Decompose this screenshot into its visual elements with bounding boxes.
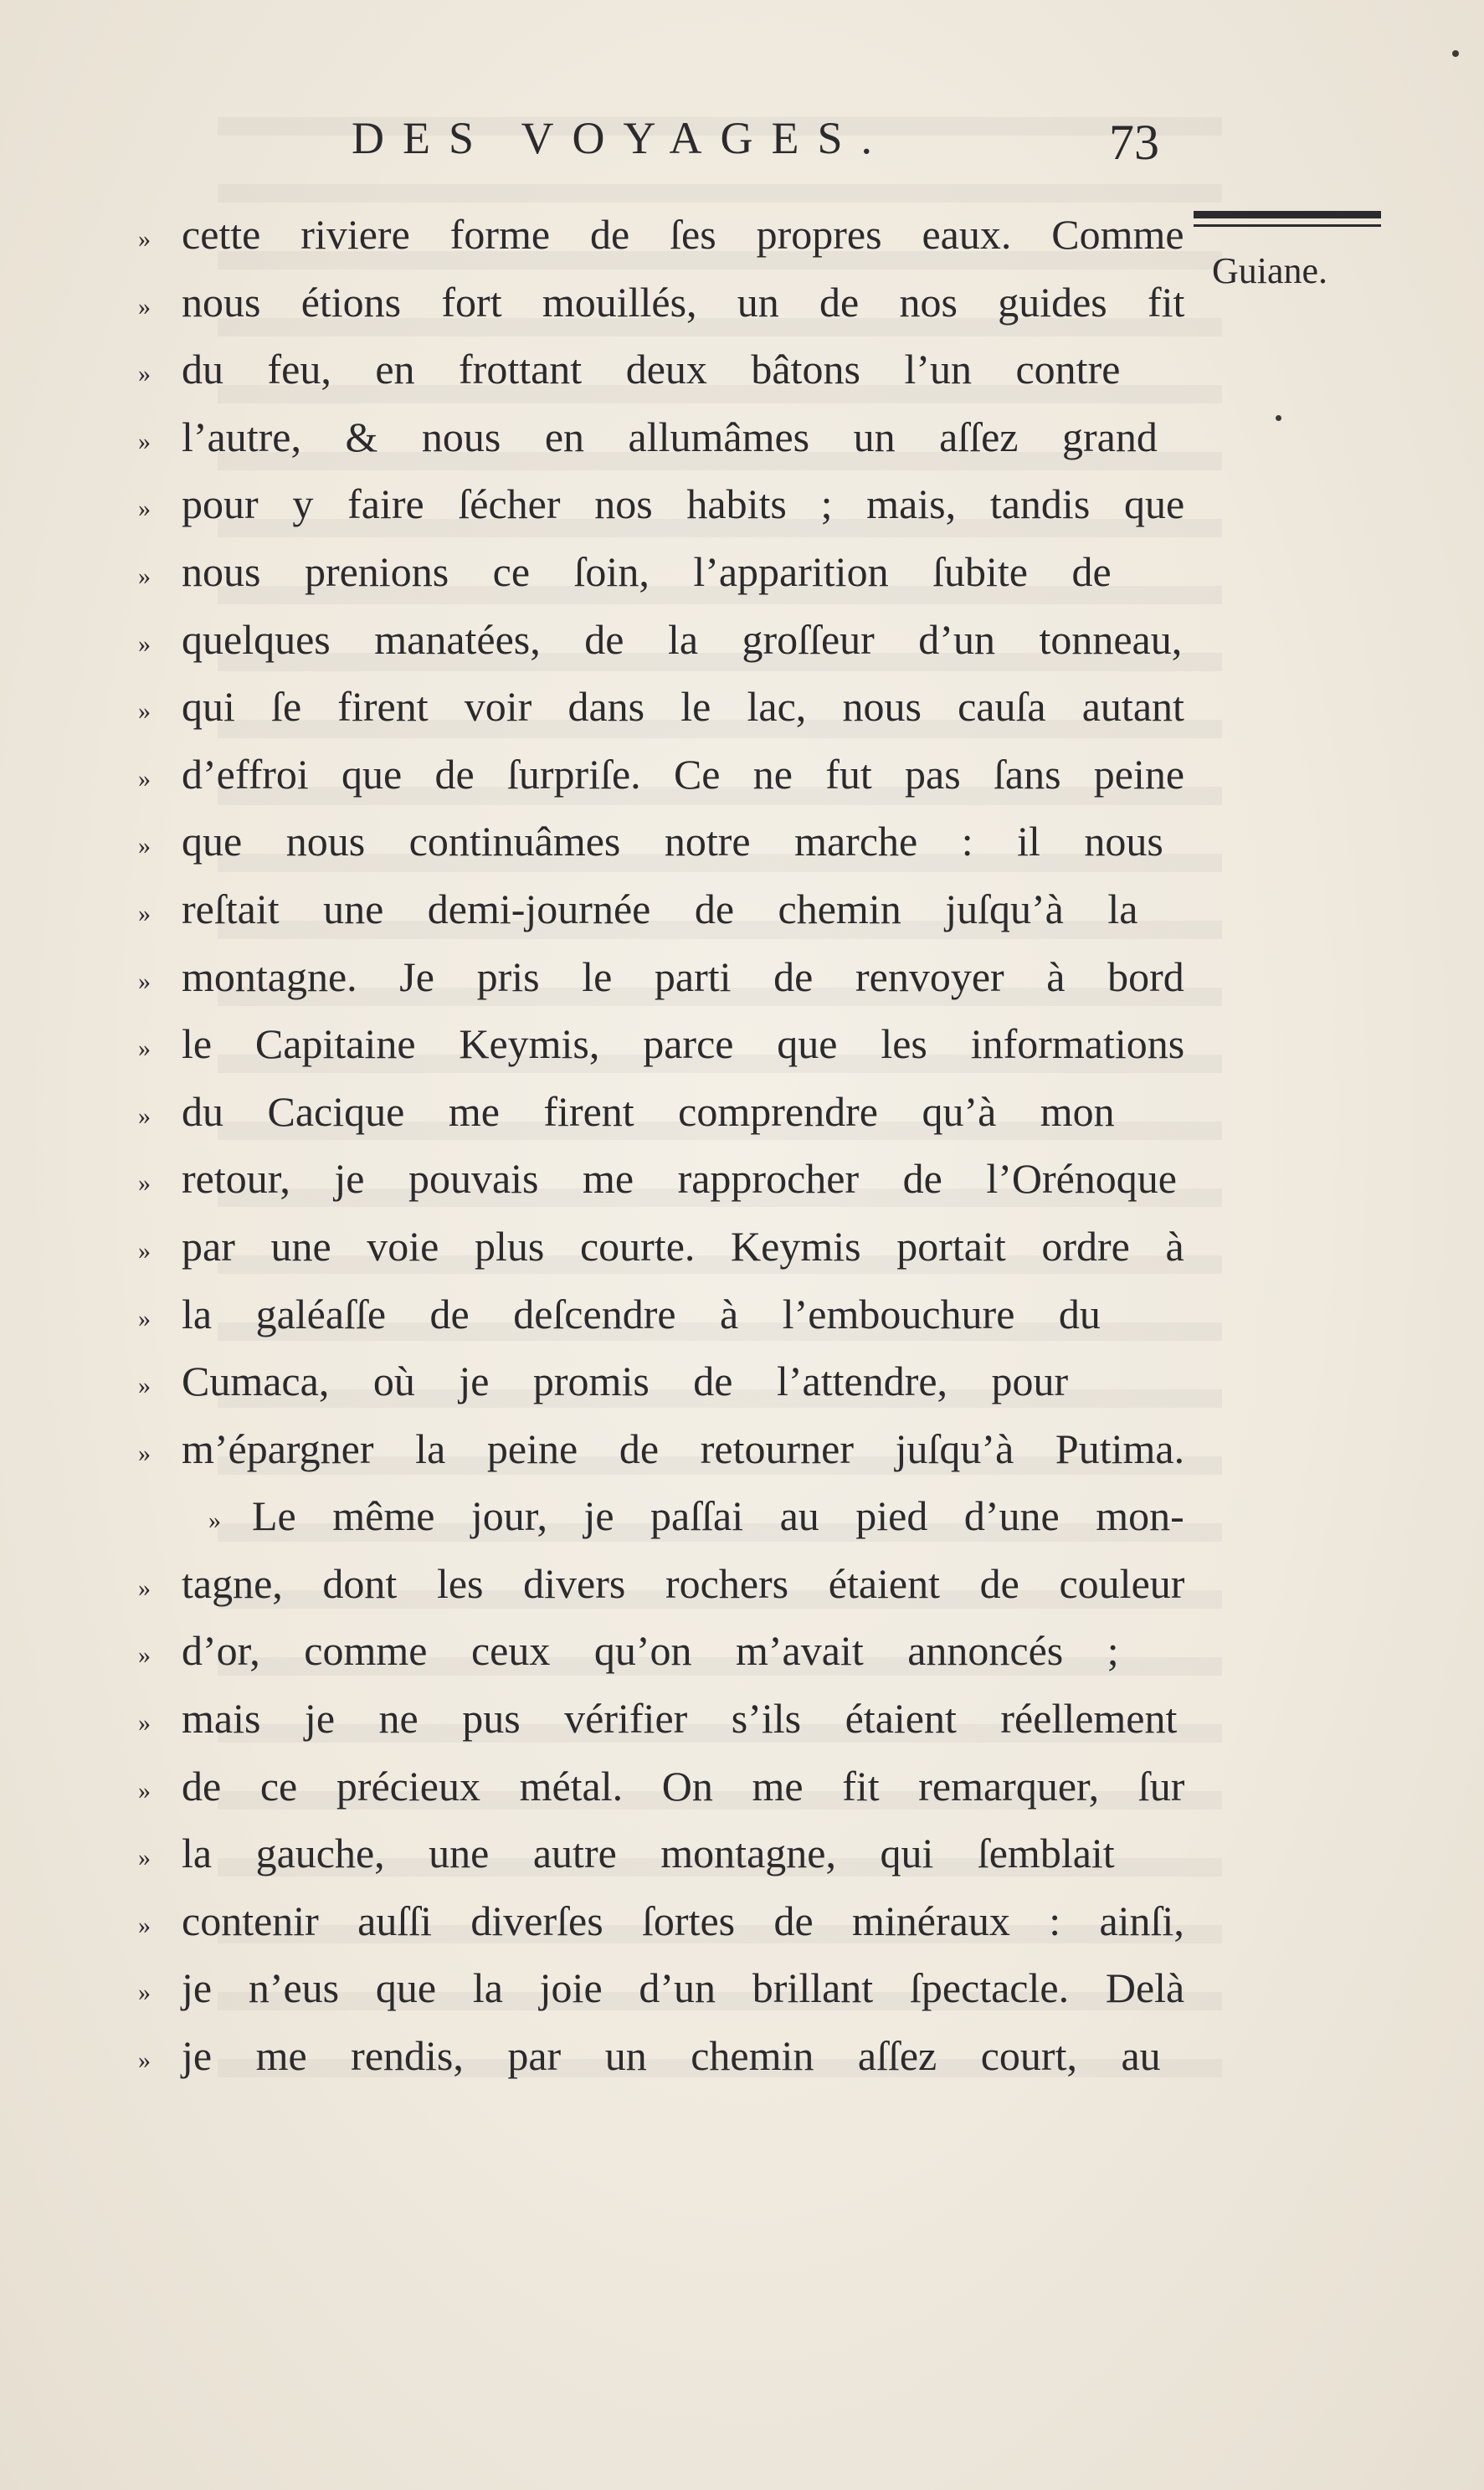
quotation-mark: » [138,1035,151,1063]
quotation-mark: » [138,495,151,523]
text-line [138,269,1184,336]
quotation-mark: » [138,1979,151,2007]
line-text: pour y faire ſécher nos habits ; mais, tandis que [182,480,1185,528]
line-text: qui ſe firent voir dans le lac, nous cauſa autant [182,683,1184,731]
quotation-mark: » [138,1641,151,1670]
text-line [138,336,1184,403]
line-text: mais je ne pus vérifier s’ils étaient réellement [182,1695,1178,1743]
line-text: du Cacique me firent comprendre qu’à mon [182,1087,1115,1135]
text-line [138,1685,1184,1753]
text-line [138,673,1184,741]
quotation-mark: » [138,832,151,860]
line-text: quelques manatées, de la groſſeur d’un tonneau, [182,615,1183,663]
text-line [138,1482,1184,1550]
quotation-mark: » [138,629,151,658]
quotation-mark: » [138,292,151,321]
quotation-mark: » [138,2046,151,2075]
line-text: m’épargner la peine de retourner juſqu’à Putima. [182,1425,1185,1472]
line-text: que nous continuâmes notre marche : il nous [182,818,1163,865]
quotation-mark: » [138,1372,151,1400]
text-line [138,1415,1184,1483]
text-line [138,875,1184,943]
line-text: tagne, dont les divers rochers étaient de couleur [182,1559,1185,1607]
line-text: contenir auſſi diverſes ſortes de minéraux : ainſi, [182,1897,1184,1944]
line-text: par une voie plus courte. Keymis portait ordre à [182,1222,1184,1270]
quotation-mark: » [138,562,151,590]
quotation-mark: » [138,1911,151,1939]
text-line [138,1145,1184,1213]
quotation-mark: » [138,697,151,726]
text-line [138,1010,1184,1078]
quotation-mark: » [138,1304,151,1332]
line-text: reſtait une demi-journée de chemin juſqu’à la [182,885,1138,932]
quotation-mark: » [138,1439,151,1467]
line-text: Le même jour, je paſſai au pied d’une mon- [252,1492,1184,1540]
text-line [138,1887,1184,1955]
line-text: Cumaca, où je promis de l’attendre, pour [182,1358,1069,1405]
line-text: je me rendis, par un chemin aſſez court, au [182,2032,1161,2080]
text-line [138,1753,1184,1820]
quotation-mark: » [138,1101,151,1130]
quotation-mark: » [138,899,151,927]
line-text: nous étions fort mouillés, un de nos guides fit [182,278,1185,326]
text-line [138,943,1184,1011]
body-text [138,201,1184,2090]
text-line [138,1213,1184,1281]
quotation-mark: » [138,1709,151,1738]
quotation-mark: » [138,360,151,388]
text-line [138,1550,1184,1618]
quotation-mark: » [138,1776,151,1805]
text-line [138,1617,1184,1685]
quotation-mark: » [138,764,151,793]
line-text: nous prenions ce ſoin, l’apparition ſubite de [182,547,1112,595]
text-line [138,1281,1184,1348]
text-line [138,606,1184,674]
text-line [138,808,1184,875]
line-text: la galéaſſe de deſcendre à l’embouchure du [182,1290,1101,1337]
text-line [138,1078,1184,1146]
text-line [138,741,1184,809]
text-line [138,1820,1184,1887]
line-text: du feu, en frottant deux bâtons l’un contre [182,346,1121,393]
text-line [138,470,1184,538]
line-text: retour, je pouvais me rapprocher de l’Orénoque [182,1155,1177,1203]
line-text: cette riviere forme de ſes propres eaux. Comme [182,211,1184,258]
line-text: l’autre, & nous en allumâmes un aſſez grand [182,413,1158,460]
text-line [138,403,1184,471]
text-line [138,538,1184,606]
quotation-mark: » [138,225,151,253]
line-text: montagne. Je pris le parti de renvoyer à bord [182,952,1184,1000]
quotation-mark: » [208,1507,221,1535]
quotation-mark: » [138,1169,151,1198]
line-text: d’or, comme ceux qu’on m’avait annoncés ; [182,1627,1119,1675]
running-title: DES VOYAGES. [352,113,891,163]
quotation-mark: » [138,1574,151,1602]
quotation-mark: » [138,427,151,455]
line-text: le Capitaine Keymis, parce que les informations [182,1020,1185,1068]
line-text: de ce précieux métal. On me fit remarquer, ſur [182,1762,1185,1810]
line-text: je n’eus que la joie d’un brillant ſpectacle. Delà [182,1964,1185,2012]
margin-rule-thin [1194,224,1381,227]
ink-speck [1452,50,1459,57]
quotation-mark: » [138,967,151,995]
quotation-mark: » [138,1236,151,1265]
text-line [138,201,1184,269]
quotation-mark: » [138,1844,151,1872]
text-line [138,1954,1184,2022]
margin-note: Guiane. [1212,250,1328,291]
margin-rule [1194,211,1381,218]
text-line [138,2022,1184,2090]
line-text: d’effroi que de ſurpriſe. Ce ne fut pas ſans peine [182,750,1185,798]
line-text: la gauche, une autre montagne, qui ſemblait [182,1830,1115,1877]
text-line [138,1348,1184,1415]
page-number: 73 [1109,115,1159,170]
margin-speck [1276,415,1281,421]
